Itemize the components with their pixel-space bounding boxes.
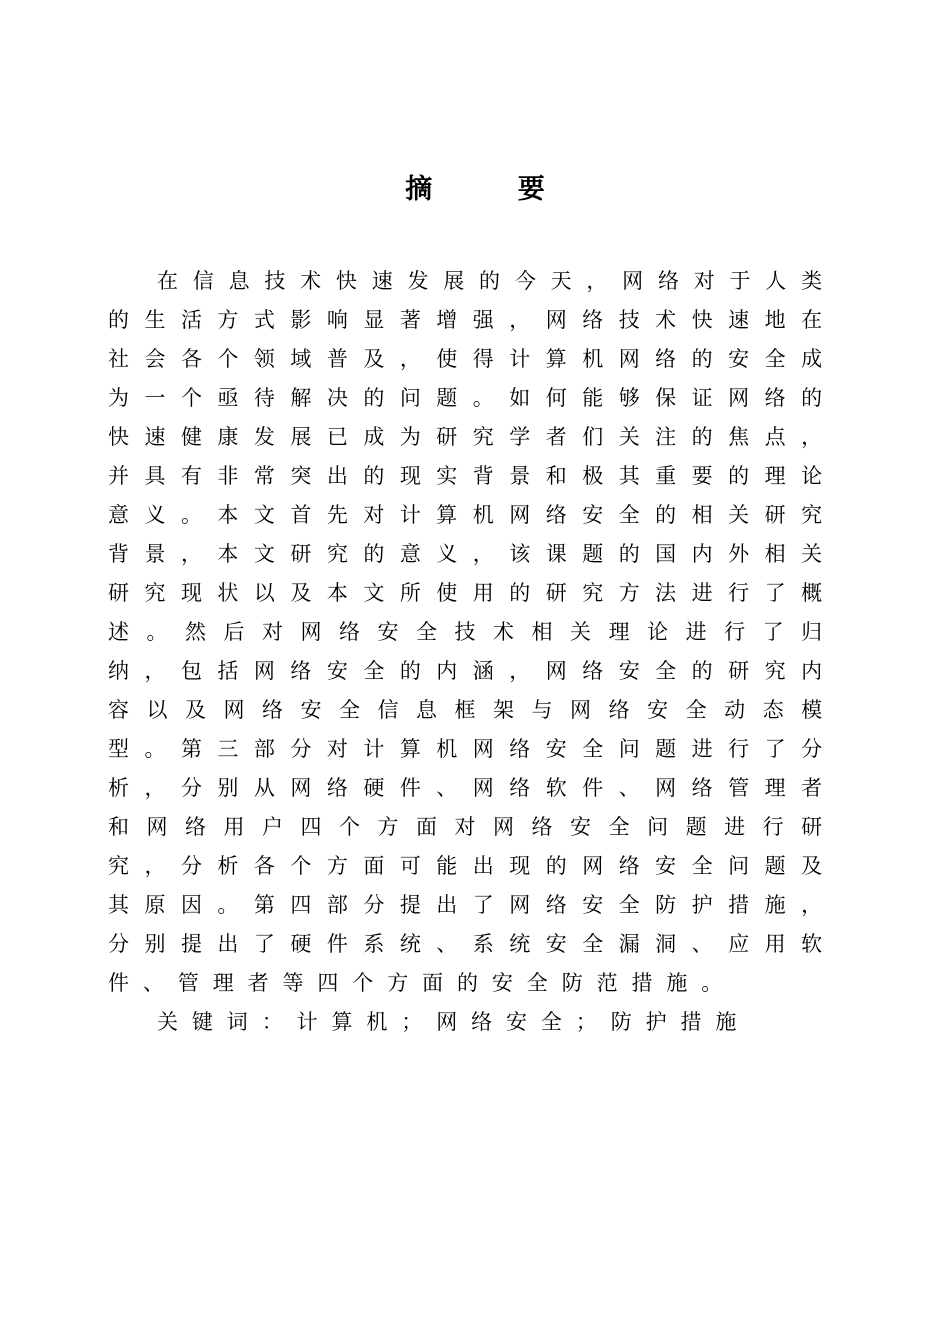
keywords-line: 关键词：计算机；网络安全；防护措施 [157, 1010, 751, 1034]
abstract-title: 摘 要 [405, 174, 583, 205]
abstract-body: 在信息技术快速发展的今天，网络对于人类的生活方式影响显著增强，网络技术快速地在社会各个领域普及，使得计算机网络的安全成为一个亟待解决的问题。如何能够保证网络的快速健康发展已成为研究学者们关注的焦点，并具有非常突出的现实背景和极其重要的理论意义。本文首先对计算机网络安全的相关研究背景，本文研究的意义，该课题的国内外相关研究现状以及本文所使用的研究方法进行了概述。然后对网络安全技术相关理论进行了归纳，包括网络安全的内涵，网络安全的研究内容以及网络安全信息框架与网络安全动态模型。第三部分对计算机网络安全问题进行了分析，分别从网络硬件、网络软件、网络管理者和网络用户四个方面对网络安全问题进行研究，分析各个方面可能出现的网络安全问题及其原因。第四部分提出了网络安全防护措施，分别提出了硬件系统、系统安全漏洞、应用软件、管理者等四个方面的安全防范措施。 [108, 269, 836, 995]
